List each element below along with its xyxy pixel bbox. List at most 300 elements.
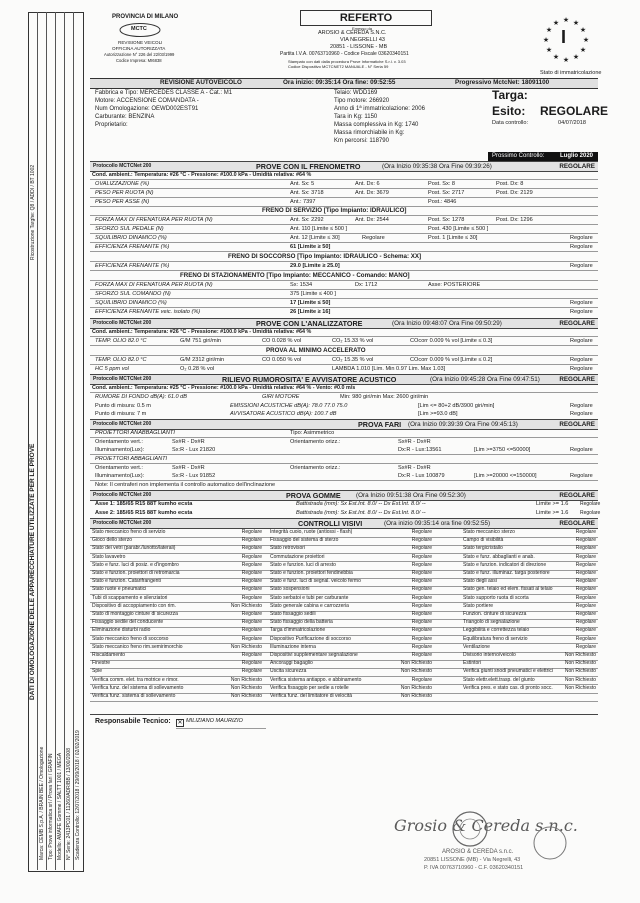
tyre-section-header [90,490,598,501]
visual-check-label: Stato meccanico freno di soccorso [92,635,169,642]
visual-check-result: Regolare [241,553,262,560]
visual-check-label: Stato meccanico freno rim.semirimorchio [92,643,183,650]
tread-limit: Limite >= 1.6 [536,501,569,507]
pedal-effort-label: SFORZO SUL PEDALE (N) [95,226,164,232]
next-control-label: Prossimo Controllo: [492,153,545,159]
row-divider [90,463,598,464]
vehicle-homologation: Num Omologazione: OEWD002EST91 [95,106,199,112]
visual-check-result: Regolare [241,668,262,675]
row-divider [90,619,598,620]
lambda-value: LAMBDA 1.010 [Lim. Min 0.97 Lim. Max 1.03] [332,366,446,372]
parking-efficiency-label: EFFICIENZA FRENANTE veic. isolato (%) [95,309,201,315]
vehicle-km: Km percorsi: 118790 [334,138,389,144]
svg-text:★: ★ [582,37,590,44]
headlight-title: PROVA FARI [358,420,402,429]
sidebar-column: Ricostruzione Targhe: Q8 / ADDI / BT 1002 [30,164,36,260]
visual-check-result: Regolare [411,611,432,617]
illuminance-label: Illuminamento(Lux): [95,473,145,479]
visual-check-result: Regolare [575,578,596,585]
visual-check-result: Regolare [575,586,596,593]
row-divider [90,242,598,243]
sidebar-divider [64,12,65,870]
row-divider [90,289,598,290]
oil-temp: TEMP. OLIO 82.0 °C [95,338,147,344]
tyre-time: (Ora Inizio 09:51:38 Ora Fine 09:52:30) [356,492,466,499]
service-force-label: FORZA MAX DI FRENATURA PER RUOTA (N) [95,217,213,223]
visual-check-result: Regolare [411,561,432,568]
svg-text:★: ★ [545,27,553,34]
visual-check-result: Regolare [241,545,262,552]
o2-value: O₂ 0.28 % vol [180,366,215,372]
illuminance-limit: [Lim >=3750 <=50000] [474,447,531,453]
noise-row-result: Regolare [570,403,593,409]
protocol-label: Protocollo MCTCNet 200 [93,320,152,326]
visual-check-result: Regolare [575,570,596,576]
tread-depth: Battistrada (mm): Sx Est.Int. 8.0/ -- Dx Est.Int. 8.0/ -- [296,501,426,507]
dynamic-imbalance-label: SQUILIBRIO DINAMICO (%) [95,235,167,241]
visual-check-result: Regolare [411,529,432,535]
visual-check-label: Stato gen. telaio ed elem. fissati al telaio [463,586,553,593]
service-force-value: Ant. Dx: 2544 [355,217,389,223]
horn-level: AVVISATORE ACUSTICO dB(A): 100.7 dB [230,411,337,417]
analyzer-time: (Ora Inizio 09:48:07 Ora Fine 09:50:29) [392,320,502,327]
row-divider [90,660,598,661]
row-divider [90,215,598,216]
row-divider [90,437,598,438]
vehicle-fuel: Carburante: BENZINA [95,114,155,120]
svg-text:★: ★ [579,47,587,54]
row-divider [90,336,598,337]
authority-line: REVISIONE VEICOLI [118,40,163,45]
visual-result: REGOLARE [559,520,595,527]
visual-check-label: Verifica funz. sistema di sollevamento [92,693,176,699]
parking-force-value: Dx: 1712 [355,282,378,288]
visual-check-label: Estintori [463,660,482,667]
sidebar-divider [37,12,38,870]
vehicle-year: Anno di 1ª immatricolazione: 2006 [334,106,425,112]
noise-conditions: Cond. ambient.: Temperatura: #25 °C - Pressione: #100.0 kPa - Umidità relativa: #64 % - Vento: #0.0 m/s [92,385,356,391]
visual-check-result: Non Richiesto [230,693,262,699]
protocol-label: Protocollo MCTCNet 200 [93,376,152,382]
company-city: 20851 - LISSONE - MB [330,44,388,50]
noise-row-result: Regolare [570,411,593,417]
visual-check-label: Stato sospensioni [270,586,310,593]
row-divider [90,251,598,252]
cocorr-value: COcorr 0.009 % vol [Limite ≤ 0.2] [410,357,493,363]
brake-section-header [90,161,598,172]
acoustic-limit: [Lim <= 80+2 dB/3900 giri/min] [418,403,495,409]
engine-rpm-range: Min: 980 giri/min Max: 2600 giri/min [340,394,429,400]
emergency-efficiency-value: 29.0 [Limite ≥ 25.0] [290,263,340,269]
visual-check-result: Regolare [575,553,596,560]
visual-title: CONTROLLI VISIVI [298,519,363,528]
parking-brake-title: FRENO DI STAZIONAMENTO [Tipo Impianto: MECCANICO - Comando: MANO] [180,272,410,279]
sidebar-divider [55,12,56,870]
province-line: PROVINCIA DI MILANO [112,14,179,20]
sidebar-column: Modello: AMAFE Gomme / SALTT 1001 / MEGA [57,752,63,860]
vehicle-engine-type: Tipo motore: 266920 [334,98,390,104]
illuminance-left: Sx:R - Lux 91852 [172,473,216,479]
parking-force-value: Sx: 1534 [290,282,313,288]
headlight-section-header [90,419,598,430]
visual-check-result: Regolare [411,652,432,658]
noise-time: (Ora Inizio 09:45:28 Ora Fine 09:47:51) [430,376,540,383]
visual-check-result: Regolare [411,676,432,683]
illuminance-right: Dx:R - Lux 100879 [398,473,445,479]
visual-check-result: Non Richiesto [230,643,262,650]
parking-force-label: FORZA MAX DI FRENATURA PER RUOTA (N) [95,282,213,288]
visual-check-result: Non Richiesto [564,660,596,667]
row-divider [90,701,598,702]
visual-check-result: Non Richiesto [564,676,596,683]
visual-check-label: Stato degli assi [463,578,497,585]
vertical-orientation-label: Orientamento vert.: [95,465,143,471]
visual-check-result: Regolare [241,635,262,642]
visual-check-result: Regolare [411,643,432,650]
stamp-line: AROSIO & CEREDA s.n.c. [442,849,514,855]
visual-check-label: Stato serbatoi e tubi per carburante [270,594,349,601]
braking-efficiency-result: Regolare [570,244,593,250]
row-divider [90,307,598,308]
vehicle-engine: Motore: ACCENSIONE COMANDATA - [95,98,199,104]
visual-check-result: Regolare [241,537,262,544]
visual-check-label: Stato e funzion. luci di arresto [270,561,336,568]
revision-time: Ora inizio: 09:35:14 Ora fine: 09:52:55 [283,79,396,86]
parking-imbalance-result: Regolare [570,300,593,306]
visual-check-result: Regolare [411,594,432,601]
visual-check-label: Verifica fissaggio per sedie a rotelle [270,684,349,691]
visual-check-result: Non Richiesto [230,684,262,691]
visual-check-result: Regolare [241,627,262,634]
visual-check-result: Regolare [241,652,262,658]
analyzer-row-result: Regolare [570,357,593,363]
service-brake-title: FRENO DI SERVIZIO [Tipo Impianto: IDRAULICO] [262,207,407,214]
co-value: CO 0.050 % vol [262,357,302,363]
visual-check-result: Regolare [241,660,262,667]
visual-check-label: Verifica funz. del limitatore di velocità [270,693,352,699]
noise-title: RILIEVO RUMOROSITA' E AVVISATORE ACUSTICO [222,375,397,384]
axle-weight-value: Ant.: 7397 [290,199,316,205]
visual-check-result: Regolare [411,553,432,560]
dynamic-imbalance-result: Regolare [570,235,593,241]
protocol-label: Protocollo MCTCNet 200 [93,421,152,427]
ovalization-label: OVALIZZAZIONE (%) [95,181,150,187]
visual-check-label: Stato e funzion. proiettori di retromarcia [92,570,180,576]
visual-check-label: Verifica funz. del sistema di sollevamento [92,684,184,691]
refer-title: REFERTO [300,10,432,26]
visual-check-result: Regolare [575,611,596,617]
visual-check-result: Regolare [241,619,262,626]
authority-line: Autorizzazione N° 226 del 22/03/1999 [104,52,175,57]
visual-check-result: Regolare [575,594,596,601]
headlight-type: Tipo: Asimmetrico [290,430,335,436]
visual-check-result: Regolare [241,594,262,601]
service-force-value: Post. Sx: 1278 [428,217,465,223]
axle-tyre: Asse 1: 185/65 R15 88T kumho ecsta [95,501,193,507]
visual-check-label: Targa d'immatricolazione [270,627,326,634]
visual-check-label: Ventilazione [463,643,490,650]
visual-check-label: Stato fissaggio sedili [270,611,316,617]
stamp-line: 20851 LISSONE (MB) - Via Negrelli, 43 [424,857,521,863]
visual-check-label: Finestre [92,660,111,667]
visual-check-label: Stato di montaggio cinture di sicurezza [92,611,178,617]
visual-check-label: Verifica sistema antiappo. e abbinamento [270,676,362,683]
stamp-line: P. IVA 00763710960 - C.F. 03620340151 [424,865,524,871]
visual-check-label: Stato e funz. illuminaz. targa posteriore [463,570,550,576]
noise-section-header [90,374,598,385]
pedal-effort-value: Post. 430 [Limite ≤ 500 ] [428,226,489,232]
visual-check-label: Equilibratura freno di servizio [463,635,528,642]
tyre-row-result: Regolare [580,510,601,516]
visual-check-label: Stato tergicristallo [463,545,503,552]
visual-check-label: Verifica pres. e stato cas. di pronto socc. [463,684,553,691]
visual-check-result: Regolare [575,643,596,650]
vehicle-trailer-mass: Massa rimorchiabile in Kg: [334,130,405,136]
mctc-logo-text: MCTC [131,26,147,32]
visual-check-result: Non Richiesto [230,602,262,609]
low-beam-label: PROIETTORI ANABBAGLIANTI [95,430,175,436]
horn-limit: [Lim >=93.0 dB] [418,411,458,417]
visual-check-label: Stato e funzion. proiettori fendinebbia [270,570,353,576]
visual-check-result: Regolare [241,570,262,576]
visual-check-result: Non Richiesto [400,660,432,667]
parking-efficiency-value: 26 [Limite ≥ 16] [290,309,331,315]
horizontal-orientation-value: Sx#R - Dx#R [398,439,431,445]
esito-label: Esito: [492,104,526,118]
service-force-value: Post. Dx: 1296 [496,217,533,223]
responsible-label: Responsabile Tecnico: [95,718,171,725]
vertical-orientation-value: Sx#R - Dx#R [172,465,205,471]
visual-check-label: Stato ruote e pneumatici [92,586,147,593]
horizontal-orientation-label: Orientamento orizz.: [290,465,341,471]
engine-rpm-label: GIRI MOTORE [262,394,300,400]
row-divider [90,224,598,225]
svg-text:★: ★ [545,47,553,54]
sidebar-column: Marca: CEMB S.p.A. / BRAIN BEE / Omologazione [39,746,45,860]
visual-check-label: Stato meccanico sterzo [463,529,515,535]
visual-check-result: Non Richiesto [400,684,432,691]
control-date-label: Data controllo: [492,120,529,126]
co2-value: CO₂ 15.35 % vol [332,357,374,363]
row-divider [90,480,598,481]
visual-check-label: Stato dei vetri (parabr./lunotto/laterali) [92,545,176,552]
service-force-value: Ant. Sx: 2292 [290,217,324,223]
sidebar-title: DATI DI OMOLOGAZIONE DELLE APPARECCHIATURE UTILIZZATE PER LE PROVE [29,443,36,700]
svg-text:★: ★ [542,37,550,44]
illuminance-left: Sx:R - Lux 21820 [172,447,216,453]
visual-check-result: Non Richiesto [230,676,262,683]
hc-value: HC 5 ppm vol [95,366,129,372]
visual-check-label: Commutazione proiettori [270,553,325,560]
row-divider [90,188,598,189]
wheel-weight-value: Post. Sx: 2717 [428,190,465,196]
visual-check-result: Regolare [575,537,596,544]
vertical-orientation-value: Sx#R - Dx#R [172,439,205,445]
row-divider [90,392,598,393]
vehicle-total-mass: Massa complessiva in Kg: 1740 [334,122,419,128]
headlight-row-result: Regolare [570,447,593,453]
visual-check-label: Divisorio interno/veicolo [463,652,516,658]
brake-time: (Ora Inizio 09:35:38 Ora Fine 09:39:26) [382,163,492,170]
emergency-brake-title: FRENO DI SOCCORSO [Tipo Impianto: IDRAULICO - Schema: XX] [228,253,422,260]
row-divider [90,270,598,271]
visual-check-label: Verifica comm. elet. tra motrice e rimor. [92,676,179,683]
responsible-checkbox: ✕ [177,720,183,726]
visual-check-label: Uscita sicurezza [270,668,307,675]
background-noise: RUMORE DI FONDO dB(A): 61.0 dB [95,394,188,400]
horizontal-orientation-label: Orientamento orizz.: [290,439,341,445]
vehicle-tare: Tara in Kg: 1150 [334,114,378,120]
company-note: Codice Dispositivo MCTCNET2 MANUALE - N° Seria 59 [288,64,389,69]
row-divider [90,179,598,180]
visual-check-result: Regolare [241,611,262,617]
row-divider [90,261,598,262]
brake-title: PROVE CON IL FRENOMETRO [256,162,361,171]
targa-label: Targa: [492,88,528,102]
emergency-efficiency-result: Regolare [570,263,593,269]
vertical-orientation-label: Orientamento vert.: [95,439,143,445]
visual-check-label: Spie [92,668,103,675]
revision-progressive: Progressivo MctcNet: 18091100 [455,79,550,86]
row-divider [90,454,598,455]
horizontal-orientation-value: Sx#R - Dx#R [398,465,431,471]
tyre-row-result: Regolare [580,501,601,507]
svg-text:★: ★ [579,27,587,34]
brake-conditions: Cond. ambient.: Temperatura: #26 °C - Pressione: #100.0 kPa - Umidità relativa: #64 % [92,172,312,178]
sidebar-column: Scadenza Controllo: 12/07/2018 / 29/09/2018 / 02/02/2019 [75,730,81,860]
official-seal [530,823,570,863]
headlight-time: (Ora Inizio 09:39:39 Ora Fine 09:45:13) [408,421,518,428]
visual-check-label: Stato e funzion. Catarifrangenti [92,578,161,585]
illuminance-limit: [Lim >=20000 <=150000] [474,473,537,479]
visual-check-label: Fissaggio del sistema di sterzo [270,537,339,544]
visual-check-label: Stato elettr.elett.trasp. del giunto [463,676,535,683]
high-beam-label: PROIETTORI ABBAGLIANTI [95,456,168,462]
visual-check-label: Stato retrovisori [270,545,306,552]
svg-text:★: ★ [562,17,570,24]
braking-efficiency-value: 61 [Limite ≥ 50] [290,244,331,250]
visual-check-label: Stato fissaggio della batteria [270,619,333,626]
visual-check-label: Stato e funz. luci di segnal. veicolo fermo [270,578,361,585]
row-divider [90,197,598,198]
visual-check-result: Regolare [241,578,262,585]
visual-check-label: Stato e funz. luci di posiz. e d'ingombro [92,561,179,568]
visual-check-label: Integrità cuoio, ruote (antiossi - flash) [270,529,353,535]
visual-check-result: Non Richiesto [564,684,596,691]
cocorr-value: COcorr 0.009 % vol [Limite ≤ 0.3] [410,338,493,344]
visual-check-label: Stato lavavetro [92,553,126,560]
tread-depth: Battistrada (mm): Sx Est.Int. 8.0/ -- Dx Est.Int. 8.0/ -- [296,510,426,516]
visual-check-label: Tubi di scappamento e silenziatori [92,594,168,601]
revision-title: REVISIONE AUTOVEICOLO [160,79,242,86]
axle-weight-value: Post.: 4846 [428,199,457,205]
analyzer-row-result: Regolare [570,366,593,372]
parking-imbalance-label: SQUILIBRIO DINAMICO (%) [95,300,167,306]
svg-text:★: ★ [572,54,580,61]
sidebar-divider [46,12,47,870]
protocol-label: Protocollo MCTCNet 200 [93,520,152,526]
visual-check-result: Non Richiesto [564,668,596,675]
visual-check-label: Illuminazione interna [270,643,316,650]
company-address: VIA NEGRELLI 43 [340,37,385,43]
dynamic-imbalance-value: Ant. 12 [Limite ≤ 30] [290,235,340,241]
visual-check-label: Eliminazione disturbi radio [92,627,151,634]
ovalization-value: Ant. Sx: 5 [290,181,315,187]
co-value: CO 0.028 % vol [262,338,302,344]
headlight-result: REGOLARE [559,421,595,428]
visual-check-result: Regolare [241,561,262,568]
visual-check-result: Regolare [575,561,596,568]
visual-check-result: Regolare [575,602,596,609]
wheel-weight-value: Post. Dx: 2129 [496,190,533,196]
noise-result: REGOLARE [559,376,595,383]
svg-text:★: ★ [572,20,580,27]
visual-check-result: Regolare [411,578,432,585]
emergency-efficiency-label: EFFICIENZA FRENANTE (%) [95,263,170,269]
parking-imbalance-value: 17 [Limite ≤ 50] [290,300,331,306]
measure-point: Punto di misura: 0.5 m [95,403,151,409]
authority-line: Codice Impresa: MI6838 [116,58,162,63]
ovalization-value: Post. Dx: 8 [496,181,524,187]
visual-check-label: Leggibilità e correttezza telaio [463,627,530,634]
brake-result: REGOLARE [559,163,595,170]
parking-efficiency-result: Regolare [570,309,593,315]
analyzer-title: PROVE CON L'ANALIZZATORE [256,319,363,328]
row-divider [90,364,598,365]
official-seal [450,809,490,849]
signature-line [176,728,266,729]
illuminance-right: Dx:R - Lux:13561 [398,447,442,453]
visual-check-result: Regolare [575,635,596,642]
row-divider [90,355,598,356]
rpm-value: G/M 751 giri/min [180,338,222,344]
headlight-note: Note: Il centraferi non implementa il controllo automatico dell'inclinazione [95,482,276,488]
visual-check-label: Riscaldamento [92,652,126,658]
sidebar-column: Tipo: Prove informatica srl / Prova fari / GRAFIN [48,753,54,860]
visual-check-label: Stato portiere [463,602,494,609]
axle-weight-label: PESO PER ASSE (N) [95,199,150,205]
visual-check-result: Regolare [411,570,432,576]
visual-check-label: Verifica giunti snodi pneumatici e elettrici [463,668,554,675]
company-note: Stampato con dati dalla procedura Prove Informatiche S.r.l. v. 3.03 [288,59,406,64]
visual-check-result: Regolare [575,627,596,634]
visual-check-result: Regolare [411,619,432,626]
visual-check-result: Regolare [575,545,596,552]
visual-check-result: Regolare [411,537,432,544]
visual-check-result: Regolare [241,586,262,593]
dynamic-imbalance-value: Post. 1 [Limite ≤ 30] [428,235,478,241]
protocol-label: Protocollo MCTCNet 200 [93,163,152,169]
measure-point: Punto di misura: 7 m [95,411,147,417]
ovalization-value: Post. Sx: 8 [428,181,456,187]
visual-check-label: Stato meccanico freno di servizio [92,529,166,535]
parking-effort-value: 375 [Limite ≤ 400 ] [290,291,336,297]
ovalization-value: Ant. Dx: 6 [355,181,380,187]
analyzer-row-result: Regolare [570,338,593,344]
parking-axle: Asse: POSTERIORE [428,282,481,288]
issuer-label: Emesso da [352,26,373,31]
visual-check-label: Stato supporto ruota di scorta [463,594,529,601]
visual-check-result: Non Richiesto [400,693,432,699]
co2-value: CO₂ 15.33 % vol [332,338,374,344]
oil-temp: TEMP. OLIO 82.0 °C [95,357,147,363]
visual-check-result: Regolare [411,635,432,642]
vehicle-chassis: Telaio: WDD169 [334,90,378,96]
dynamic-imbalance-result: Regolare [362,235,385,241]
visual-check-label: Dispositivo di accoppiamento con rim. [92,602,176,609]
row-divider [90,345,598,346]
visual-check-result: Regolare [411,586,432,593]
